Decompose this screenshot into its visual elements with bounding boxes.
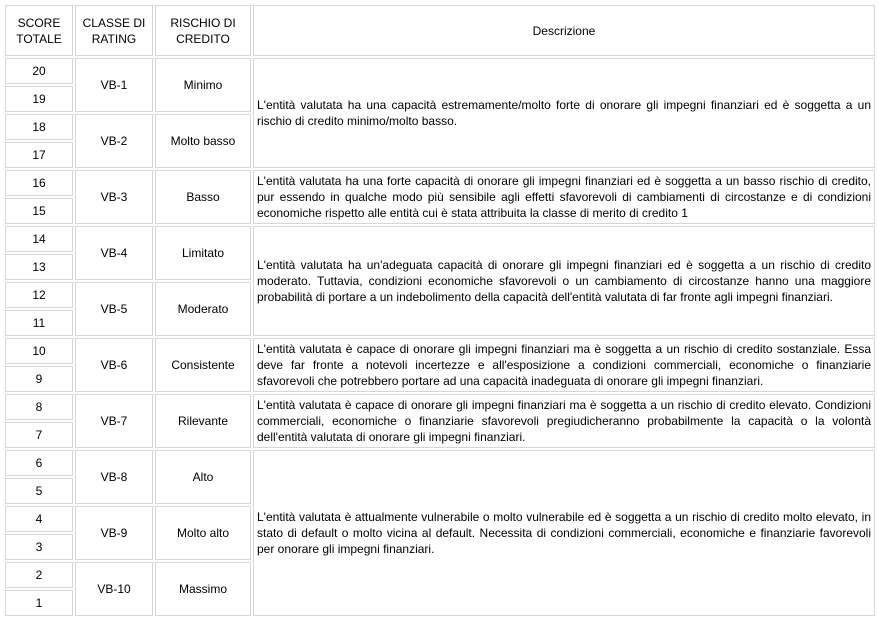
score-cell: 20 <box>5 58 73 84</box>
header-description: Descrizione <box>253 5 875 56</box>
header-score: SCORE TOTALE <box>5 5 73 56</box>
credit-risk-cell: Consistente <box>155 338 251 392</box>
score-cell: 6 <box>5 450 73 476</box>
score-cell: 19 <box>5 86 73 112</box>
score-cell: 9 <box>5 366 73 392</box>
description-cell: L'entità valutata è attualmente vulnerabile o molto vulnerabile ed è soggetta a un rischio di credito molto elevato, in stato di default o molto vicina al default. Necessita di condizioni commerciali, economiche e finanziarie favorevoli per onorare gli impegni finanziari. <box>253 450 875 616</box>
rating-class-cell: VB-5 <box>75 282 153 336</box>
table-row <box>5 338 875 364</box>
rating-class-cell: VB-3 <box>75 170 153 224</box>
credit-risk-cell: Alto <box>155 450 251 504</box>
rating-class-cell: VB-7 <box>75 394 153 448</box>
rating-table-container <box>3 3 877 618</box>
score-cell: 17 <box>5 142 73 168</box>
rating-class-cell: VB-10 <box>75 562 153 616</box>
score-cell: 2 <box>5 562 73 588</box>
score-cell: 16 <box>5 170 73 196</box>
credit-risk-cell: Molto alto <box>155 506 251 560</box>
description-cell: L'entità valutata ha un'adeguata capacità di onorare gli impegni finanziari ed è soggetta a un rischio di credito moderato. Tuttavia, condizioni economiche sfavorevoli o un cambiamento di circostanze hanno una maggiore probabilità di portare a un indebolimento della capacità dell'entità valutata di far fronte agli impegni finanziari. <box>253 226 875 336</box>
description-cell: L'entità valutata ha una capacità estremamente/molto forte di onorare gli impegni finanziari ed è soggetta a un rischio di credito minimo/molto basso. <box>253 58 875 168</box>
table-row <box>5 394 875 420</box>
credit-risk-cell: Basso <box>155 170 251 224</box>
description-cell: L'entità valutata è capace di onorare gli impegni finanziari ma è soggetta a un rischio di credito elevato. Condizioni commerciali, economiche o finanziarie sfavorevoli pregiudicheranno probabilmente la capacità o la volontà dell'entità valutata di onorare gli impegni finanziari. <box>253 394 875 448</box>
score-cell: 8 <box>5 394 73 420</box>
description-cell: L'entità valutata ha una forte capacità di onorare gli impegni finanziari ed è soggetta a un basso rischio di credito, pur essendo in qualche modo più sensibile agli effetti sfavorevoli di cambiamenti di circostanze e di condizioni economiche rispetto alle entità cui è stata attribuita la classe di merito di credito 1 <box>253 170 875 224</box>
table-row <box>5 450 875 476</box>
description-cell: L'entità valutata è capace di onorare gli impegni finanziari ma è soggetta a un rischio di credito sostanziale. Essa deve far fronte a notevoli incertezze e all'esposizione a condizioni commerciali, economiche o finanziarie sfavorevoli che potrebbero portare ad una capacità inadeguata di onorare gli impegni finanziari. <box>253 338 875 392</box>
credit-risk-cell: Rilevante <box>155 394 251 448</box>
rating-class-cell: VB-6 <box>75 338 153 392</box>
table-row <box>5 170 875 196</box>
score-cell: 11 <box>5 310 73 336</box>
credit-risk-cell: Limitato <box>155 226 251 280</box>
rating-class-cell: VB-9 <box>75 506 153 560</box>
score-cell: 12 <box>5 282 73 308</box>
rating-class-cell: VB-4 <box>75 226 153 280</box>
score-cell: 15 <box>5 198 73 224</box>
credit-risk-cell: Massimo <box>155 562 251 616</box>
rating-class-cell: VB-1 <box>75 58 153 112</box>
header-row <box>5 5 875 56</box>
credit-risk-cell: Moderato <box>155 282 251 336</box>
rating-table <box>3 3 877 618</box>
header-credit-risk: RISCHIO DI CREDITO <box>155 5 251 56</box>
header-rating-class: CLASSE DI RATING <box>75 5 153 56</box>
score-cell: 14 <box>5 226 73 252</box>
score-cell: 10 <box>5 338 73 364</box>
rating-class-cell: VB-8 <box>75 450 153 504</box>
table-row <box>5 226 875 252</box>
score-cell: 3 <box>5 534 73 560</box>
score-cell: 4 <box>5 506 73 532</box>
credit-risk-cell: Molto basso <box>155 114 251 168</box>
score-cell: 1 <box>5 590 73 616</box>
score-cell: 7 <box>5 422 73 448</box>
score-cell: 13 <box>5 254 73 280</box>
table-row <box>5 58 875 84</box>
score-cell: 5 <box>5 478 73 504</box>
credit-risk-cell: Minimo <box>155 58 251 112</box>
score-cell: 18 <box>5 114 73 140</box>
rating-class-cell: VB-2 <box>75 114 153 168</box>
